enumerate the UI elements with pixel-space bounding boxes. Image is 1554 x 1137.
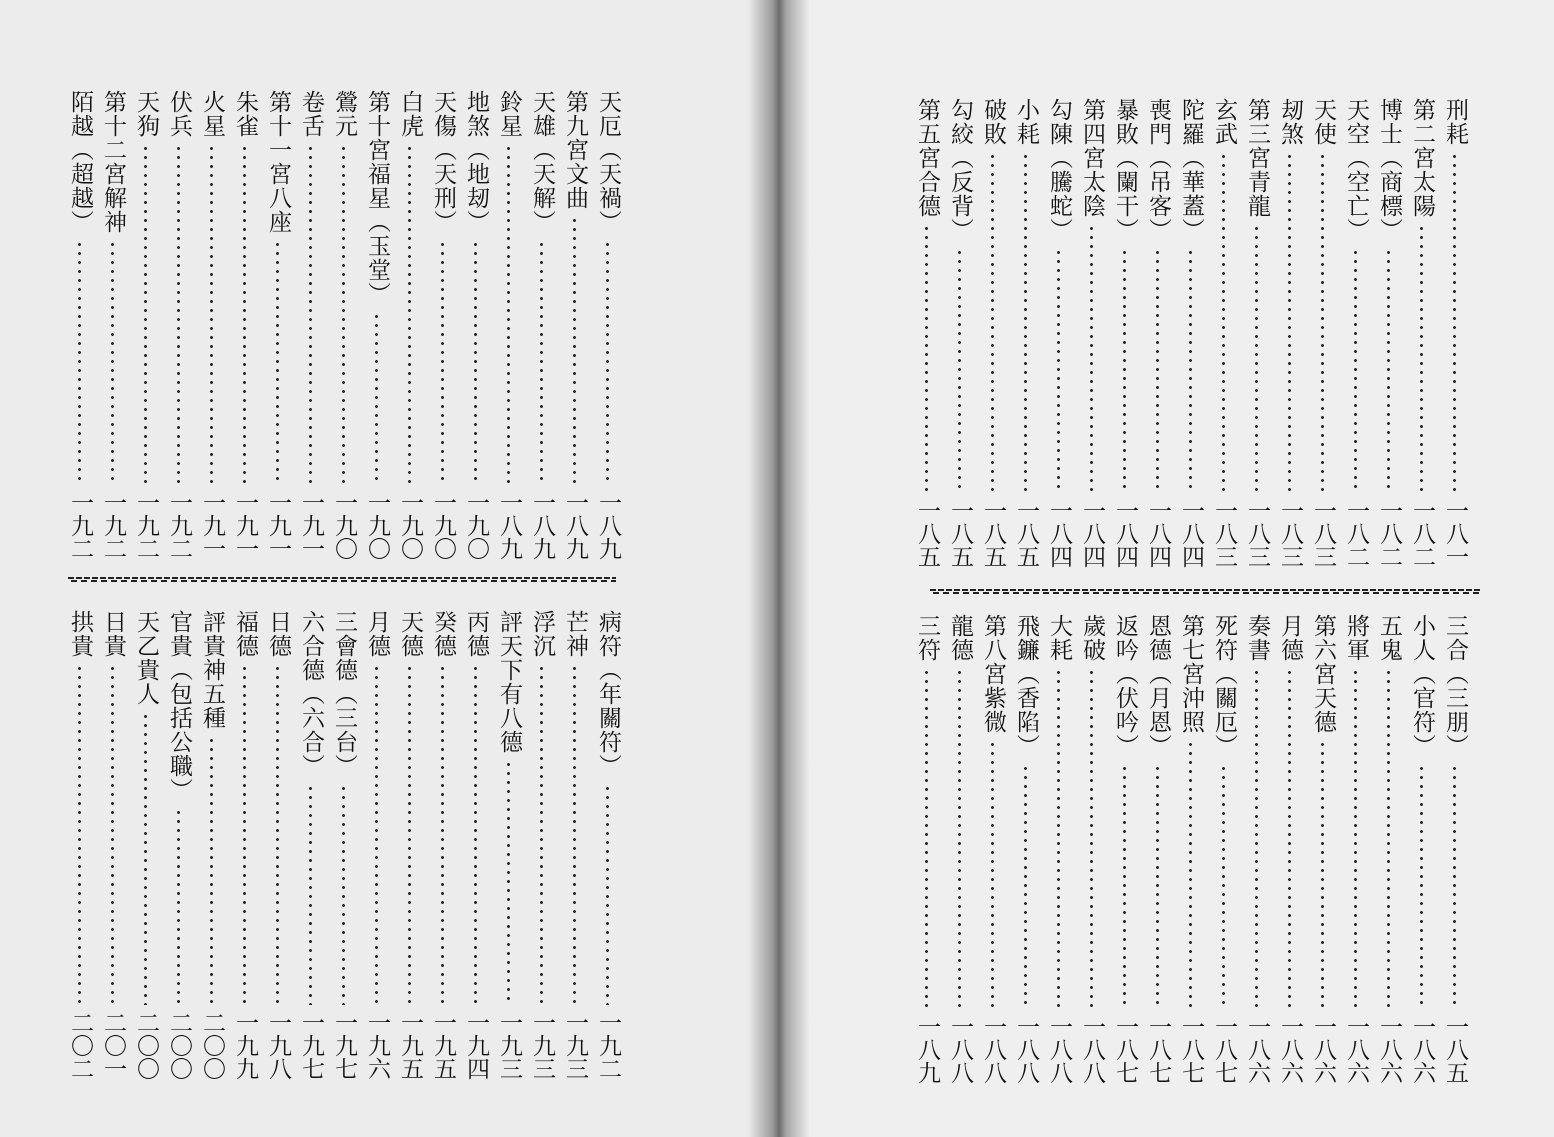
toc-entry [1207, 614, 1240, 1084]
toc-entry [525, 90, 558, 560]
toc-entry-page-number: 一九一 [199, 491, 225, 560]
dot-leader [243, 664, 246, 1005]
toc-entry-title: 第四宮太陰 [1079, 98, 1105, 218]
toc-entry-page-number: 二〇〇 [166, 1011, 192, 1080]
dot-leader [474, 240, 477, 485]
toc-entry-page-number: 一八一 [1442, 499, 1468, 568]
dot-leader [507, 144, 510, 485]
toc-entry [976, 98, 1009, 568]
toc-entry-title: 天厄（天禍） [595, 90, 621, 234]
dot-leader [342, 144, 345, 485]
toc-entry [1009, 614, 1042, 1084]
toc-entry-title: 三合（三朋） [1442, 614, 1468, 758]
toc-entry-title: 第十二宮解神 [100, 90, 126, 234]
toc-entry-page-number: 一八六 [1376, 1015, 1402, 1084]
toc-entry-title: 第十宮福星（玉堂） [364, 90, 390, 306]
toc-entry-title: 喪門（吊客） [1145, 98, 1171, 242]
dot-leader [1420, 224, 1423, 493]
toc-entry-page-number: 一八八 [1046, 1015, 1072, 1084]
toc-entry-title: 天空（空亡） [1343, 98, 1369, 242]
toc-entry-page-number: 一八六 [1343, 1015, 1369, 1084]
toc-entry-title: 五鬼 [1376, 614, 1402, 662]
toc-entry-page-number: 一八四 [1145, 499, 1171, 568]
toc-entry [1306, 614, 1339, 1084]
toc-entry-title: 拱貴 [67, 610, 93, 658]
dot-leader [1189, 740, 1192, 1009]
toc-entry-title: 福德 [232, 610, 258, 658]
toc-entry-title: 玄武 [1211, 98, 1237, 146]
toc-entry-title: 陌越（超越） [67, 90, 93, 234]
dot-leader [375, 312, 378, 485]
toc-entry [591, 610, 624, 1080]
book-gutter-shadow [748, 0, 810, 1137]
toc-entry-page-number: 一八七 [1211, 1015, 1237, 1084]
toc-entry [426, 90, 459, 560]
dot-leader [540, 240, 543, 485]
toc-entry-title: 小人（官符） [1409, 614, 1435, 758]
toc-entry [1042, 614, 1075, 1084]
toc-entry-page-number: 一八六 [1244, 1015, 1270, 1084]
toc-entry-title: 第三宮青龍 [1244, 98, 1270, 218]
right-page [776, 0, 1554, 1137]
dot-leader [342, 784, 345, 1005]
right-upper-column-group [776, 98, 1554, 568]
toc-entry-title: 博士（商標） [1376, 98, 1402, 242]
dot-leader [1453, 152, 1456, 493]
toc-entry-page-number: 一八七 [1112, 1015, 1138, 1084]
toc-entry-page-number: 一八五 [914, 499, 940, 568]
toc-entry-page-number: 一九一 [298, 491, 324, 560]
toc-entry-page-number: 一九三 [562, 1011, 588, 1080]
toc-entry-title: 刑耗 [1442, 98, 1468, 146]
dot-leader [925, 224, 928, 493]
dot-leader [111, 240, 114, 485]
dot-leader [1090, 668, 1093, 1009]
toc-entry [261, 90, 294, 560]
toc-entry-title: 第六宮天德 [1310, 614, 1336, 734]
toc-entry-title: 月德 [364, 610, 390, 658]
dot-leader [606, 240, 609, 485]
left-page [0, 0, 776, 1137]
toc-entry-title: 月德 [1277, 614, 1303, 662]
dot-leader [474, 664, 477, 1005]
toc-entry [1273, 614, 1306, 1084]
toc-entry-page-number: 一八二 [1409, 499, 1435, 568]
toc-entry-page-number: 一九六 [364, 1011, 390, 1080]
toc-entry-title: 癸德 [430, 610, 456, 658]
toc-entry [327, 90, 360, 560]
toc-entry-page-number: 一八九 [562, 491, 588, 560]
toc-entry-page-number: 一八八 [1013, 1015, 1039, 1084]
toc-entry [943, 614, 976, 1084]
dot-leader [958, 248, 961, 493]
toc-entry-page-number: 一八七 [1145, 1015, 1171, 1084]
toc-entry [1174, 614, 1207, 1084]
toc-entry [1207, 98, 1240, 568]
toc-entry-page-number: 一九一 [265, 491, 291, 560]
toc-entry [1372, 98, 1405, 568]
toc-entry [294, 610, 327, 1080]
dot-leader [78, 240, 81, 485]
dot-leader [573, 216, 576, 485]
toc-entry-page-number: 一九七 [331, 1011, 357, 1080]
toc-entry-title: 天乙貴人 [133, 610, 159, 706]
toc-entry-title: 地煞（地刼） [463, 90, 489, 234]
toc-entry-title: 日貴 [100, 610, 126, 658]
toc-entry-page-number: 一八六 [1277, 1015, 1303, 1084]
toc-entry-title: 天雄（天解） [529, 90, 555, 234]
dot-leader [1090, 224, 1093, 493]
toc-entry-title: 芒神 [562, 610, 588, 658]
dot-leader [276, 664, 279, 1005]
toc-entry-title: 返吟（伏吟） [1112, 614, 1138, 758]
toc-entry [393, 90, 426, 560]
toc-entry-page-number: 一八三 [1310, 499, 1336, 568]
toc-entry-page-number: 一九二 [67, 491, 93, 560]
toc-entry-title: 飛鐮（香陷） [1013, 614, 1039, 758]
dot-leader [1321, 152, 1324, 493]
dot-leader [408, 664, 411, 1005]
toc-entry [459, 90, 492, 560]
toc-entry-title: 勾陳（騰蛇） [1046, 98, 1072, 242]
toc-entry-page-number: 一八六 [1409, 1015, 1435, 1084]
toc-entry-title: 病符（年關符） [595, 610, 621, 778]
toc-entry-page-number: 一八九 [529, 491, 555, 560]
toc-entry-title: 三符 [914, 614, 940, 662]
toc-entry [558, 610, 591, 1080]
dot-leader [1354, 668, 1357, 1009]
dot-leader [78, 664, 81, 1005]
toc-entry [96, 610, 129, 1080]
toc-entry-page-number: 一八九 [496, 491, 522, 560]
dot-leader [606, 784, 609, 1005]
dot-leader [1288, 668, 1291, 1009]
dot-leader [111, 664, 114, 1005]
toc-entry-page-number: 一八四 [1178, 499, 1204, 568]
toc-entry [228, 610, 261, 1080]
toc-entry-title: 官貴（包括公職） [166, 610, 192, 802]
toc-entry-title: 大耗 [1046, 614, 1072, 662]
toc-entry-title: 第十一宮八座 [265, 90, 291, 234]
dot-leader [177, 808, 180, 1005]
toc-entry [1339, 614, 1372, 1084]
toc-entry-title: 暴敗（闌干） [1112, 98, 1138, 242]
dot-leader [1024, 764, 1027, 1009]
dot-leader [1123, 248, 1126, 493]
toc-entry-page-number: 一八二 [1343, 499, 1369, 568]
toc-entry-page-number: 一八七 [1178, 1015, 1204, 1084]
toc-entry [1141, 614, 1174, 1084]
toc-entry-title: 第二宮太陽 [1409, 98, 1435, 218]
toc-entry-title: 三會德（三台） [331, 610, 357, 778]
toc-entry [1240, 614, 1273, 1084]
toc-entry-page-number: 二〇〇 [199, 1011, 225, 1080]
toc-entry [162, 90, 195, 560]
toc-entry-title: 第七宮沖照 [1178, 614, 1204, 734]
toc-entry-title: 小耗 [1013, 98, 1039, 146]
dot-leader [1156, 764, 1159, 1009]
toc-entry [261, 610, 294, 1080]
toc-entry [1438, 98, 1471, 568]
dot-leader [1057, 248, 1060, 493]
toc-entry-page-number: 一八三 [1277, 499, 1303, 568]
dot-leader [1453, 764, 1456, 1009]
dot-leader [441, 664, 444, 1005]
toc-entry-title: 丙德 [463, 610, 489, 658]
dot-leader [144, 144, 147, 485]
dot-leader [1156, 248, 1159, 493]
dot-leader [408, 144, 411, 485]
toc-entry [492, 610, 525, 1080]
toc-entry-page-number: 一八四 [1079, 499, 1105, 568]
dot-leader [309, 144, 312, 485]
toc-entry [1075, 98, 1108, 568]
toc-entry [96, 90, 129, 560]
dot-leader [1387, 668, 1390, 1009]
toc-entry-title: 天狗 [133, 90, 159, 138]
toc-entry-title: 龍德 [947, 614, 973, 662]
dot-leader [441, 240, 444, 485]
toc-entry-title: 浮沉 [529, 610, 555, 658]
toc-entry-page-number: 二〇〇 [133, 1011, 159, 1080]
toc-entry [1108, 98, 1141, 568]
toc-entry [1273, 98, 1306, 568]
toc-entry-page-number: 一八八 [947, 1015, 973, 1084]
toc-entry-page-number: 一九〇 [397, 491, 423, 560]
toc-entry-page-number: 一八四 [1046, 499, 1072, 568]
toc-entry-page-number: 二〇二 [67, 1011, 93, 1080]
toc-entry-page-number: 一八三 [1211, 499, 1237, 568]
dot-leader [144, 712, 147, 1005]
toc-entry-page-number: 一八三 [1244, 499, 1270, 568]
toc-entry-title: 破敗 [980, 98, 1006, 146]
toc-entry-page-number: 一九五 [397, 1011, 423, 1080]
toc-entry [1009, 98, 1042, 568]
toc-entry-page-number: 一八四 [1112, 499, 1138, 568]
toc-entry [327, 610, 360, 1080]
toc-entry-title: 朱雀 [232, 90, 258, 138]
toc-entry [195, 90, 228, 560]
toc-entry [1075, 614, 1108, 1084]
toc-entry-title: 第九宮文曲 [562, 90, 588, 210]
left-upper-column-group [0, 90, 776, 560]
toc-entry [492, 90, 525, 560]
dot-leader [1321, 740, 1324, 1009]
dot-leader [1288, 152, 1291, 493]
dot-leader [1024, 152, 1027, 493]
toc-entry-page-number: 一八六 [1310, 1015, 1336, 1084]
toc-entry [1405, 614, 1438, 1084]
toc-entry [1108, 614, 1141, 1084]
toc-entry-title: 火星 [199, 90, 225, 138]
toc-entry-title: 勾絞（反背） [947, 98, 973, 242]
toc-entry-page-number: 一九四 [463, 1011, 489, 1080]
toc-entry-title: 評貴神五種 [199, 610, 225, 730]
toc-entry-title: 卷舌 [298, 90, 324, 138]
toc-entry [459, 610, 492, 1080]
dot-leader [1222, 152, 1225, 493]
toc-entry-page-number: 一八八 [980, 1015, 1006, 1084]
dot-leader [276, 240, 279, 485]
toc-entry-page-number: 一九二 [595, 1011, 621, 1080]
dot-leader [1057, 668, 1060, 1009]
dot-leader [243, 144, 246, 485]
section-divider [930, 589, 1480, 595]
toc-entry-title: 六合德（六合） [298, 610, 324, 778]
dot-leader [991, 740, 994, 1009]
toc-entry [525, 610, 558, 1080]
toc-entry [1438, 614, 1471, 1084]
toc-entry-page-number: 一八五 [1013, 499, 1039, 568]
toc-entry-title: 陀羅（華蓋） [1178, 98, 1204, 242]
toc-entry-title: 天德 [397, 610, 423, 658]
toc-entry-title: 歲破 [1079, 614, 1105, 662]
toc-entry [63, 610, 96, 1080]
toc-entry-title: 死符（關厄） [1211, 614, 1237, 758]
toc-entry [1240, 98, 1273, 568]
toc-entry-title: 第八宮紫微 [980, 614, 1006, 734]
toc-entry [360, 90, 393, 560]
toc-entry [195, 610, 228, 1080]
section-divider [68, 577, 616, 583]
toc-entry-title: 天傷（天刑） [430, 90, 456, 234]
toc-entry-page-number: 一九〇 [364, 491, 390, 560]
dot-leader [309, 784, 312, 1005]
toc-entry [910, 614, 943, 1084]
toc-entry [129, 90, 162, 560]
toc-entry-title: 第五宮合德 [914, 98, 940, 218]
toc-entry-page-number: 一九二 [133, 491, 159, 560]
toc-entry [294, 90, 327, 560]
toc-entry-title: 奏書 [1244, 614, 1270, 662]
dot-leader [540, 664, 543, 1005]
right-lower-column-group [776, 614, 1554, 1084]
toc-entry-page-number: 二〇一 [100, 1011, 126, 1080]
toc-entry-page-number: 一九二 [100, 491, 126, 560]
toc-entry [558, 90, 591, 560]
dot-leader [1420, 764, 1423, 1009]
toc-entry-page-number: 一九一 [232, 491, 258, 560]
dot-leader [177, 144, 180, 485]
dot-leader [210, 144, 213, 485]
toc-entry-title: 白虎 [397, 90, 423, 138]
toc-entry-page-number: 一八九 [595, 491, 621, 560]
toc-entry [228, 90, 261, 560]
dot-leader [958, 668, 961, 1009]
toc-entry [1174, 98, 1207, 568]
toc-entry [1339, 98, 1372, 568]
toc-entry [910, 98, 943, 568]
dot-leader [1222, 764, 1225, 1009]
toc-entry-page-number: 一九二 [166, 491, 192, 560]
toc-entry-page-number: 一八二 [1376, 499, 1402, 568]
toc-entry [1372, 614, 1405, 1084]
toc-entry-page-number: 一九三 [496, 1011, 522, 1080]
toc-entry [63, 90, 96, 560]
toc-entry [1306, 98, 1339, 568]
dot-leader [375, 664, 378, 1005]
toc-entry-page-number: 一九〇 [331, 491, 357, 560]
toc-entry-page-number: 一八五 [980, 499, 1006, 568]
toc-entry-title: 刼煞 [1277, 98, 1303, 146]
toc-entry-page-number: 一八九 [914, 1015, 940, 1084]
dot-leader [507, 760, 510, 1005]
toc-entry-page-number: 一九九 [232, 1011, 258, 1080]
toc-entry-page-number: 一九七 [298, 1011, 324, 1080]
toc-entry [976, 614, 1009, 1084]
toc-entry [426, 610, 459, 1080]
toc-entry [1405, 98, 1438, 568]
toc-entry-title: 鈴星 [496, 90, 522, 138]
toc-entry-page-number: 一八八 [1079, 1015, 1105, 1084]
dot-leader [925, 668, 928, 1009]
toc-entry-page-number: 一九〇 [463, 491, 489, 560]
toc-entry-title: 鶯元 [331, 90, 357, 138]
toc-entry-title: 天使 [1310, 98, 1336, 146]
toc-entry-page-number: 一九八 [265, 1011, 291, 1080]
toc-entry [1141, 98, 1174, 568]
dot-leader [991, 152, 994, 493]
dot-leader [1189, 248, 1192, 493]
dot-leader [1123, 764, 1126, 1009]
toc-entry [162, 610, 195, 1080]
dot-leader [1255, 224, 1258, 493]
toc-entry [360, 610, 393, 1080]
toc-entry [393, 610, 426, 1080]
dot-leader [1255, 668, 1258, 1009]
toc-entry-title: 將軍 [1343, 614, 1369, 662]
toc-entry [591, 90, 624, 560]
toc-entry-title: 恩德（月恩） [1145, 614, 1171, 758]
left-lower-column-group [0, 610, 776, 1080]
toc-entry-title: 伏兵 [166, 90, 192, 138]
toc-entry [1042, 98, 1075, 568]
toc-entry-title: 日德 [265, 610, 291, 658]
dot-leader [1387, 248, 1390, 493]
toc-entry-page-number: 一八五 [947, 499, 973, 568]
dot-leader [1354, 248, 1357, 493]
toc-entry [129, 610, 162, 1080]
dot-leader [573, 664, 576, 1005]
toc-entry-page-number: 一九三 [529, 1011, 555, 1080]
dot-leader [210, 736, 213, 1005]
toc-entry-page-number: 一九五 [430, 1011, 456, 1080]
toc-entry-page-number: 一九〇 [430, 491, 456, 560]
toc-entry [943, 98, 976, 568]
toc-entry-page-number: 一八五 [1442, 1015, 1468, 1084]
toc-entry-title: 評天下有八德 [496, 610, 522, 754]
